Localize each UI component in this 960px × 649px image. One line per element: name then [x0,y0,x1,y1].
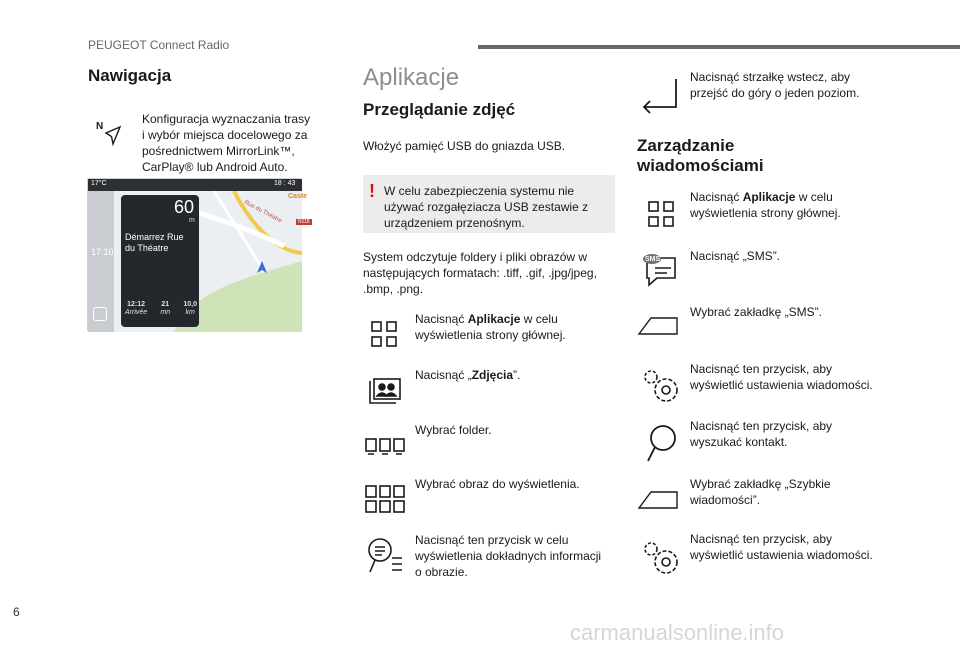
image-info-icon [366,536,404,576]
map-place-label: Caste [288,193,308,200]
messages-step-4: Nacisnąć ten przycisk, aby wyświetlić ustawienia wiadomości. [690,362,873,392]
warning-mark: ! [369,181,375,201]
messages-step-7: Nacisnąć ten przycisk, aby wyświetlić ustawienia wiadomości. [690,532,873,562]
screen-status-bar [88,179,302,191]
guidance-distance-unit: m [189,217,195,224]
formats-text: System odczytuje foldery i pliki obrazów w następujących formatach: .tiff, .gif, .jpg/jpeg, .bmp, .png. [363,250,597,296]
apps-heading: Aplikacje [363,64,460,91]
photos-subheading: Przeglądanie zdjęć [363,100,516,119]
tab-icon [637,490,683,510]
eta-km: 10,0 [183,301,197,308]
messages-heading: Zarządzanie wiadomościami [637,136,764,175]
folders-icon [364,436,406,456]
eta-km-label: km [185,309,195,316]
messages-step-2: Nacisnąć „SMS”. [690,249,781,263]
navigation-text: Konfiguracja wyznaczania trasy i wybór miejsca docelowego za pośrednictwem MirrorLink™, CarPlay® lub Android Auto. [142,112,311,174]
messages-step-5: Nacisnąć ten przycisk, aby wyszukać kontakt. [690,419,833,449]
messages-step-6: Wybrać zakładkę „Szybkie wiadomości”. [690,477,831,507]
header-bar [478,45,960,49]
tab-icon [637,316,683,336]
navigation-heading: Nawigacja [88,66,172,85]
navigation-screenshot [87,178,310,331]
settings-icon [640,366,682,406]
photos-icon [368,377,402,405]
home-square-icon[interactable] [93,307,107,321]
photos-intro: Włożyć pamięć USB do gniazda USB. [363,139,566,153]
eta-time-label: Arrivée [125,309,148,316]
map-road-label: Rue du Théatre [243,199,283,225]
eta-minutes-label: mn [160,309,171,316]
footer-watermark: carmanualsonline.info [570,620,785,645]
svg-text:N: N [96,121,104,132]
eta-time: 12:12 [127,301,146,308]
images-grid-icon [364,484,406,514]
warning-text: W celu zabezpieczenia systemu nie używać rozgałęziacza USB zestawie z urządzeniem przenośnym. [384,184,589,230]
eta-minutes: 21 [161,301,170,308]
map-road-number: N118 [298,219,310,225]
guidance-distance: 60 [174,197,195,217]
grid-icon [370,320,398,348]
grid-icon [647,200,675,228]
apps-step-4: Wybrać obraz do wyświetlenia. [415,477,580,491]
screen-time: 17:10 [91,247,114,257]
screen-clock: 18 : 43 [274,180,296,187]
back-text: Nacisnąć strzałkę wstecz, aby przejść do góry o jeden poziom. [690,70,860,100]
guidance-street: Démarrez Rue du Théatre [125,232,184,253]
apps-step-2: Nacisnąć „Zdjęcia”. [415,368,521,382]
guidance-eta [125,301,197,317]
sms-badge: SMS [645,256,661,263]
apps-step-1: Nacisnąć Aplikacje w celu wyświetlenia strony głównej. [415,312,566,342]
screen-temperature: 17°C [91,180,107,187]
page-number: 6 [13,605,20,619]
apps-step-5: Nacisnąć ten przycisk w celu wyświetlenia dokładnych informacji o obrazie. [415,533,602,579]
settings-icon [640,538,682,578]
manual-header-title: PEUGEOT Connect Radio [88,38,230,52]
mirror-navigation-icon [96,120,124,146]
search-icon [644,424,678,464]
messages-step-3: Wybrać zakładkę „SMS”. [690,305,822,319]
back-arrow-icon [640,77,680,113]
apps-step-3: Wybrać folder. [415,423,492,437]
messages-step-1: Nacisnąć Aplikacje w celu wyświetlenia strony głównej. [690,190,841,220]
